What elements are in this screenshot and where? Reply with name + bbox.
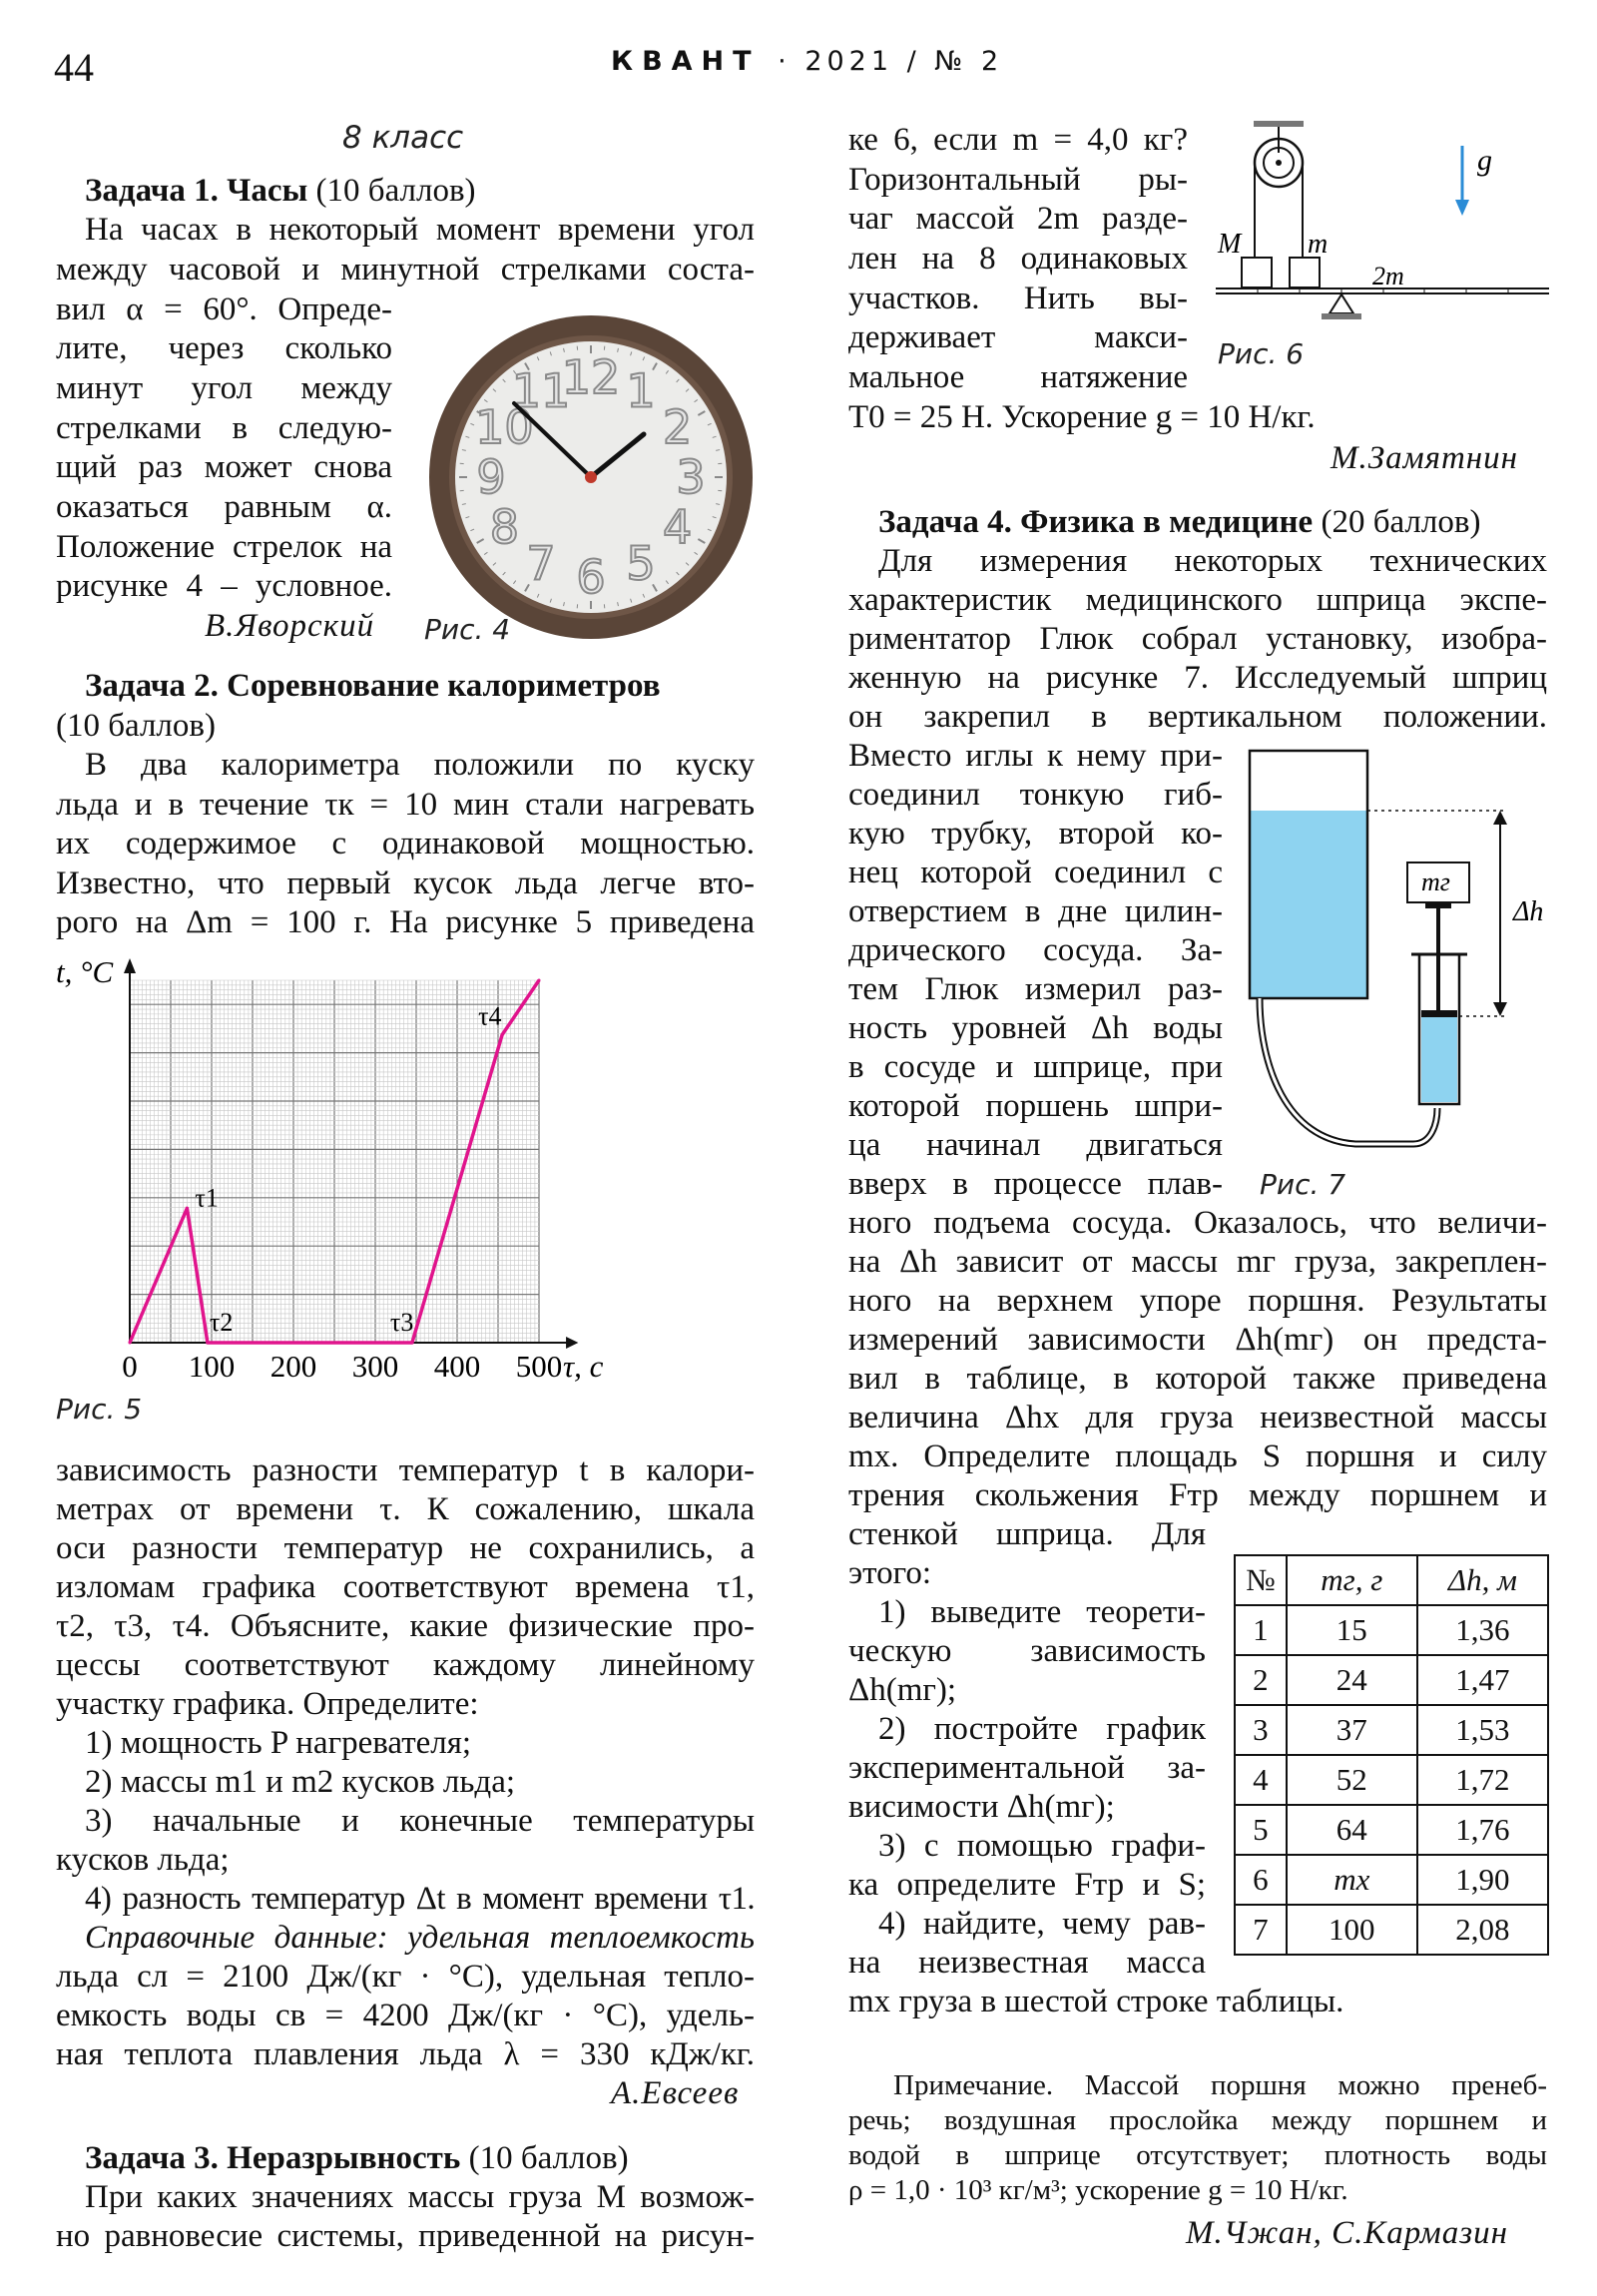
x-tick-label: 500 — [515, 1349, 563, 1384]
task4-title: Задача 4. Физика в медицине — [878, 504, 1314, 540]
clock-numeral: 7 — [526, 536, 556, 591]
text-line: измерений зависимости Δh(mг) он предста- — [848, 1322, 1547, 1358]
clock-numeral: 6 — [576, 550, 606, 604]
vessel-water — [1250, 811, 1367, 998]
x-axis-label: τ, с — [563, 1349, 604, 1384]
text-line: 4) найдите, чему рав- — [878, 1906, 1206, 1942]
text-line: льда и в течение τк = 10 мин стали нагревать — [56, 787, 755, 823]
table-cell: 1,53 — [1417, 1705, 1548, 1755]
text-line: Для измерения некоторых технических — [878, 543, 1547, 579]
text-line: 4) разность температур Δt в момент времени τ1. — [85, 1881, 755, 1917]
table-row — [1235, 1655, 1548, 1705]
text-line: При каких значениях массы груза M возмож- — [85, 2179, 755, 2215]
lever-figure — [1210, 118, 1554, 337]
text-line: На часах в некоторый момент времени угол — [85, 212, 755, 248]
label-mass: mг — [1421, 867, 1450, 896]
table-cell: 5 — [1235, 1805, 1287, 1855]
journal-issue: · 2021 / № 2 — [778, 46, 1004, 77]
clock-figure — [426, 312, 756, 642]
measurements-table — [1234, 1554, 1549, 1956]
y-axis-label: t, °C — [56, 954, 114, 989]
text-line: Горизонтальный ры- — [848, 162, 1188, 198]
table-row — [1235, 1605, 1548, 1655]
text-line: висимости Δh(mг); — [848, 1789, 1115, 1825]
task2-author: А.Евсеев — [611, 2075, 740, 2111]
x-tick-label: 300 — [351, 1349, 399, 1384]
task3-title: Задача 3. Неразрывность — [85, 2140, 461, 2176]
flexible-tube — [1260, 998, 1437, 1144]
text-line: льда cл = 2100 Дж/(кг · °С), удельная тепло- — [56, 1959, 755, 1995]
x-tick-label: 200 — [269, 1349, 317, 1384]
piston — [1421, 1010, 1457, 1017]
text-line: участков. Нить вы- — [848, 281, 1188, 316]
table-row — [1235, 1755, 1548, 1805]
text-line: оси разности температур не сохранились, а — [56, 1530, 755, 1566]
clock-numeral: 4 — [662, 500, 693, 554]
table-cell: 24 — [1287, 1655, 1417, 1705]
table-cell: 100 — [1287, 1905, 1417, 1955]
text-line: ного на верхнем упоре поршня. Результаты — [848, 1283, 1547, 1319]
journal-name: КВАНТ — [611, 46, 761, 77]
table-row — [1235, 1855, 1548, 1905]
text-line: кусков льда; — [56, 1842, 230, 1878]
task4-author: М.Чжан, С.Кармазин — [1186, 2215, 1508, 2251]
text-line: ного подъема сосуда. Оказалось, что величи- — [848, 1205, 1547, 1241]
text-line: но равновесие системы, приведенной на рисун- — [56, 2218, 755, 2254]
clock-center — [585, 471, 597, 483]
temperature-chart — [50, 954, 769, 1388]
series-point — [410, 1342, 413, 1345]
text-line: 2) массы m1 и m2 кусков льда; — [85, 1764, 516, 1800]
text-line: мальное натяжение — [848, 359, 1188, 395]
text-line: 1) выведите теорети- — [878, 1594, 1206, 1630]
text-line: mx. Определите площадь S поршня и силу — [848, 1438, 1547, 1474]
text-line: стенкой шприца. Для — [848, 1516, 1206, 1552]
text-line: цессы соответствуют каждому линейному — [56, 1647, 755, 1683]
text-line: тем Глюк измерил раз- — [848, 971, 1223, 1007]
text-line: зависимость разности температур t в калори- — [56, 1452, 755, 1488]
text-line: он закрепил в вертикальном положении. — [848, 699, 1547, 735]
text-line: чаг массой 2m разде- — [848, 201, 1188, 237]
text-line: на Δh зависит от массы mг груза, закреплен- — [848, 1244, 1547, 1280]
clock-numeral: 1 — [626, 363, 656, 418]
label-m: m — [1308, 229, 1329, 260]
text-line: участку графика. Определите: — [56, 1686, 479, 1722]
text-line: величина Δhx для груза неизвестной массы — [848, 1400, 1547, 1435]
syringe-water — [1421, 1016, 1457, 1102]
task1-points: (10 баллов) — [315, 173, 476, 209]
text-line: ная теплота плавления льда λ = 330 кДж/кг. — [56, 2036, 755, 2072]
table-cell: 6 — [1235, 1855, 1287, 1905]
table-cell: 1,47 — [1417, 1655, 1548, 1705]
y-axis-arrow — [124, 958, 136, 973]
text-line: 2) постройте график — [878, 1711, 1206, 1747]
text-line: речь; воздушная прослойка между поршнем и — [848, 2104, 1547, 2136]
text-line: на неизвестная масса — [848, 1945, 1206, 1981]
journal-title — [611, 46, 1003, 77]
table-cell: 52 — [1287, 1755, 1417, 1805]
task4-points: (20 баллов) — [1321, 504, 1481, 540]
text-line: которой поршень шпри- — [848, 1088, 1223, 1124]
task2-title: Задача 2. Соревнование калориметров — [85, 668, 661, 704]
clock-numeral: 2 — [662, 400, 693, 454]
text-line: В два калориметра положили по куску — [85, 747, 755, 783]
table-row — [1235, 1805, 1548, 1855]
series-point — [206, 1342, 209, 1345]
figure-4-caption: Рис. 4 — [424, 613, 511, 646]
text-line: нец которой соединил с — [848, 855, 1223, 890]
text-line: вверх в процессе плав- — [848, 1166, 1223, 1202]
series-point — [501, 1033, 504, 1036]
table-header: mг, г — [1287, 1555, 1417, 1605]
task3-heading — [85, 2139, 629, 2179]
x-tick-label: 0 — [122, 1349, 138, 1384]
table-row — [1235, 1905, 1548, 1955]
text-line: ке 6, если m = 4,0 кг? — [848, 122, 1188, 158]
table-cell: 1,90 — [1417, 1855, 1548, 1905]
text-line: вил в таблице, в которой также приведена — [848, 1361, 1547, 1397]
series-point — [129, 1342, 132, 1345]
text-line: Известно, что первый кусок льда легче вто- — [56, 865, 755, 901]
task3-author: М.Замятнин — [1331, 440, 1519, 476]
series-point — [538, 979, 541, 982]
text-line: mx груза в шестой строке таблицы. — [848, 1984, 1344, 2019]
text-line: щий раз может снова — [56, 449, 392, 485]
text-line: Δh(mг); — [848, 1672, 957, 1708]
annotation-label: τ1 — [195, 1183, 219, 1213]
clock-numeral: 11 — [511, 363, 571, 418]
block-M — [1242, 258, 1272, 287]
series-point — [186, 1207, 189, 1210]
text-line: емкость воды cв = 4200 Дж/(кг · °С), удель- — [56, 1998, 755, 2033]
text-line: отверстием в дне цилин- — [848, 893, 1223, 929]
text-line: характеристик медицинского шприца экспе- — [848, 582, 1547, 618]
table-cell: 15 — [1287, 1605, 1417, 1655]
grade-heading: 8 класс — [342, 120, 464, 156]
table-row — [1235, 1705, 1548, 1755]
text-line: изломам графика соответствуют времена τ1, — [56, 1569, 755, 1605]
table-cell: 1,72 — [1417, 1755, 1548, 1805]
text-line: этого: — [848, 1555, 932, 1591]
text-line: 3) начальные и конечные температуры — [85, 1803, 755, 1839]
page-number: 44 — [54, 45, 94, 90]
table-header-row — [1235, 1555, 1548, 1605]
gravity-arrow-head — [1455, 200, 1469, 216]
task1-title: Задача 1. Часы — [85, 173, 308, 209]
text-line: Справочные данные: удельная теплоемкость — [85, 1920, 755, 1956]
dh-arrow-top — [1493, 811, 1507, 825]
figure-7-caption: Рис. 7 — [1260, 1168, 1346, 1201]
text-line: лен на 8 одинаковых — [848, 241, 1188, 277]
text-line: ца начинал двигаться — [848, 1127, 1223, 1163]
clock-numeral: 12 — [561, 350, 621, 404]
text-line: метрах от времени τ. К сожалению, шкала — [56, 1491, 755, 1527]
table-cell: 7 — [1235, 1905, 1287, 1955]
text-line: ка определите Fтр и S; — [848, 1867, 1206, 1903]
label-M: M — [1218, 229, 1242, 260]
text-line: 3) с помощью графи- — [878, 1828, 1206, 1864]
text-line: их содержимое с одинаковой мощностью. — [56, 826, 755, 861]
fulcrum-base — [1322, 313, 1361, 319]
clock-numeral: 9 — [476, 450, 506, 504]
x-tick-label: 100 — [188, 1349, 236, 1384]
text-line: стрелками в следую- — [56, 410, 392, 446]
text-line: 1) мощность P нагревателя; — [85, 1725, 472, 1761]
table-cell: 2,08 — [1417, 1905, 1548, 1955]
task1-author: В.Яворский — [205, 608, 375, 644]
text-line: Примечание. Массой поршня можно пренеб- — [893, 2069, 1547, 2101]
pulley-hub — [1276, 160, 1282, 166]
x-tick-label: 400 — [433, 1349, 481, 1384]
text-line: держивает макси- — [848, 319, 1188, 355]
text-line: вил α = 60°. Опреде- — [56, 291, 392, 327]
text-line: ческую зависимость — [848, 1633, 1206, 1669]
table-header: № — [1235, 1555, 1287, 1605]
figure-6-caption: Рис. 6 — [1218, 337, 1305, 370]
table-cell: 1,36 — [1417, 1605, 1548, 1655]
task2-points: (10 баллов) — [56, 708, 216, 744]
syringe-figure — [1246, 745, 1575, 1164]
text-line: T0 = 25 Н. Ускорение g = 10 Н/кг. — [848, 399, 1316, 435]
text-line: соединил тонкую гиб- — [848, 777, 1223, 813]
text-line: минут угол между — [56, 370, 392, 406]
table-cell: 4 — [1235, 1755, 1287, 1805]
task1-heading — [85, 172, 476, 212]
text-line: лите, через сколько — [56, 330, 392, 366]
text-line: рисунке 4 – условное. — [56, 568, 392, 604]
text-line: Положение стрелок на — [56, 529, 392, 565]
clock-numeral: 10 — [475, 400, 534, 454]
task2-heading — [85, 667, 661, 707]
annotation-label: τ3 — [389, 1308, 414, 1337]
text-line: риментатор Глюк собрал установку, изобра- — [848, 621, 1547, 657]
table-cell: 1,76 — [1417, 1805, 1548, 1855]
table-cell: 37 — [1287, 1705, 1417, 1755]
text-line: рого на Δm = 100 г. На рисунке 5 приведена — [56, 904, 755, 940]
text-line: Вместо иглы к нему при- — [848, 738, 1223, 774]
text-line: ρ = 1,0 · 10³ кг/м³; ускорение g = 10 Н/кг. — [848, 2174, 1348, 2206]
figure-5-caption: Рис. 5 — [56, 1393, 143, 1426]
text-line: между часовой и минутной стрелками соста- — [56, 252, 755, 287]
ceiling-mount — [1254, 121, 1304, 127]
task4-heading — [878, 503, 1480, 543]
x-axis-arrow — [566, 1337, 578, 1349]
table-cell: 3 — [1235, 1705, 1287, 1755]
dh-arrow-bottom — [1493, 1002, 1507, 1016]
text-line: женную на рисунке 7. Исследуемый шприц — [848, 660, 1547, 696]
text-line: в сосуде и шприце, при — [848, 1049, 1223, 1085]
text-line: трения скольжения Fтр между поршнем и — [848, 1477, 1547, 1513]
task3-points: (10 баллов) — [468, 2140, 629, 2176]
table-cell: mx — [1287, 1855, 1417, 1905]
text-line: кую трубку, второй ко- — [848, 816, 1223, 852]
text-line: экспериментальной за- — [848, 1750, 1206, 1786]
annotation-label: τ4 — [478, 1001, 502, 1031]
table-cell: 2 — [1235, 1655, 1287, 1705]
label-2m: 2m — [1372, 262, 1404, 290]
text-line: τ2, τ3, τ4. Объясните, какие физические про- — [56, 1608, 755, 1644]
table-header: Δh, м — [1417, 1555, 1548, 1605]
text-line: оказаться равным α. — [56, 489, 392, 525]
table-cell: 1 — [1235, 1605, 1287, 1655]
label-dh: Δh — [1513, 896, 1544, 927]
clock-numeral: 8 — [489, 500, 520, 554]
table-cell: 64 — [1287, 1805, 1417, 1855]
block-m — [1290, 258, 1320, 287]
flexible-tube-inner — [1260, 998, 1437, 1144]
fulcrum — [1330, 294, 1353, 313]
text-line: водой в шприце отсутствует; плотность воды — [848, 2139, 1547, 2171]
mass-base — [1425, 902, 1451, 908]
label-g: g — [1477, 144, 1492, 177]
clock-numeral: 5 — [626, 536, 656, 591]
clock-numeral: 3 — [676, 450, 706, 504]
text-line: дрического сосуда. За- — [848, 932, 1223, 968]
annotation-label: τ2 — [209, 1308, 234, 1337]
chart-grid — [130, 980, 539, 1343]
text-line: ность уровней Δh воды — [848, 1010, 1223, 1046]
